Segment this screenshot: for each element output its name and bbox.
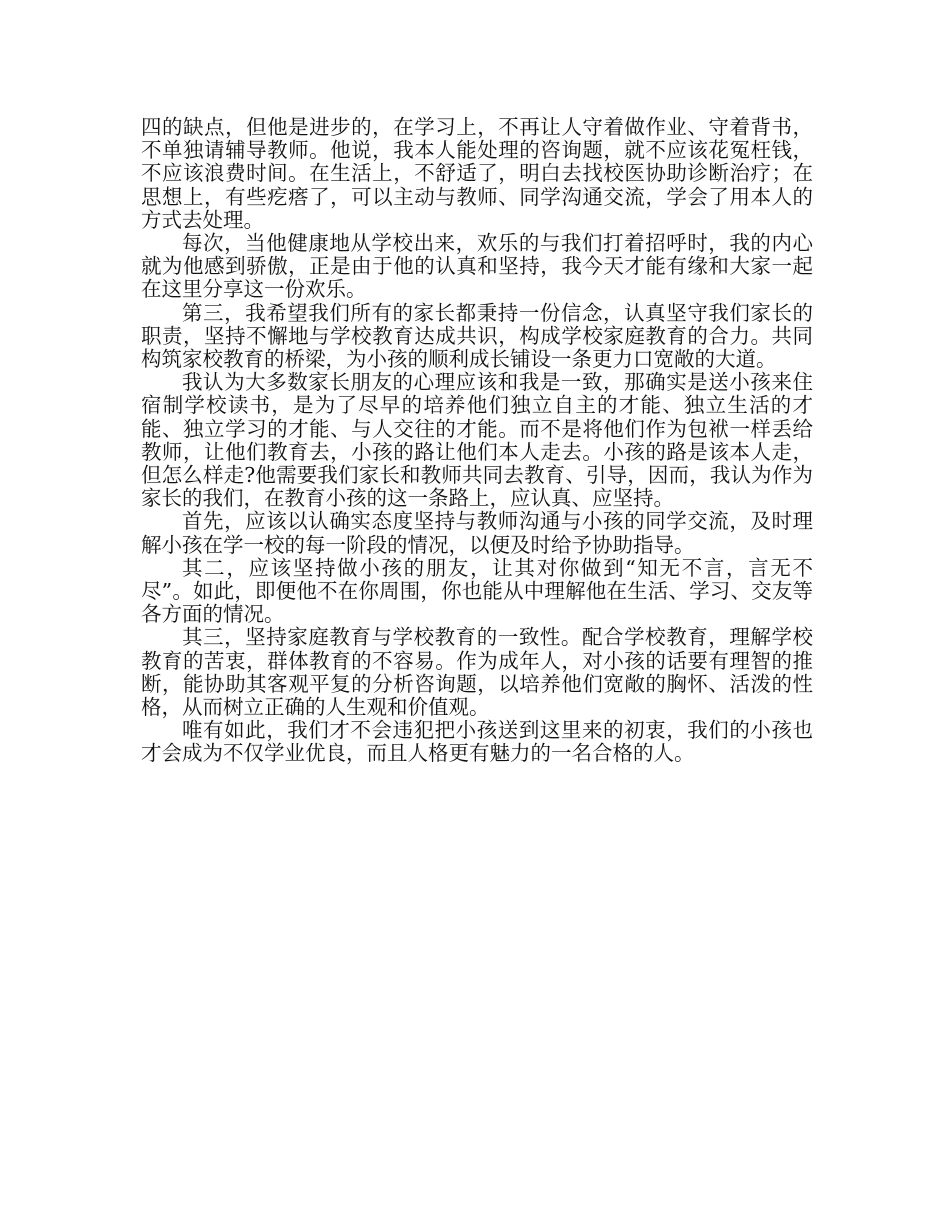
paragraph-6: 其二，应该坚持做小孩的朋友，让其对你做到“知无不言，言无不尽”。如此，即便他不在你周围，你也能从中理解他在生活、学习、交友等各方面的情况。 — [141, 555, 813, 627]
paragraph-1: 四的缺点，但他是进步的，在学习上，不再让人守着做作业、守着背书，不单独请辅导教师。他说，我本人能处理的咨询题，就不应该花冤枉钱，不应该浪费时间。在生活上，不舒适了，明白去找校医协助诊断治疗；在思想上，有些疙瘩了，可以主动与教师、同学沟通交流，学会了用本人的方式去处理。 — [141, 115, 813, 232]
paragraph-8: 唯有如此，我们才不会违犯把小孩送到这里来的初衷，我们的小孩也才会成为不仅学业优良，而且人格更有魅力的一名合格的人。 — [141, 718, 813, 766]
paragraph-3: 第三，我希望我们所有的家长都秉持一份信念，认真坚守我们家长的职责，坚持不懈地与学校教育达成共识，构成学校家庭教育的合力。共同构筑家校教育的桥梁，为小孩的顺利成长铺设一条更力口宽敞的大道。 — [141, 300, 813, 372]
paragraph-5: 首先，应该以认确实态度坚持与教师沟通与小孩的同学交流，及时理解小孩在学一校的每一阶段的情况，以便及时给予协助指导。 — [141, 509, 813, 557]
document-body — [141, 116, 813, 766]
paragraph-2: 每次，当他健康地从学校出来，欢乐的与我们打着招呼时，我的内心就为他感到骄傲，正是由于他的认真和坚持，我今天才能有缘和大家一起在这里分享这一份欢乐。 — [141, 231, 813, 302]
paragraph-4: 我认为大多数家长朋友的心理应该和我是一致，那确实是送小孩来住宿制学校读书，是为了尽早的培养他们独立自主的才能、独立生活的才能、独立学习的才能、与人交往的才能。而不是将他们作为包袱一样丢给教师，让他们教育去，小孩的路让他们本人走去。小孩的路是该本人走，但怎么样走?他需要我们家长和教师共同去教育、引导，因而，我认为作为家长的我们，在教育小孩的这一条路上，应认真、应坚持。 — [141, 370, 813, 511]
paragraph-7: 其三，坚持家庭教育与学校教育的一致性。配合学校教育，理解学校教育的苦衷，群体教育的不容易。作为成年人，对小孩的话要有理智的推断，能协助其客观平复的分析咨询题，以培养他们宽敞的胸怀、活泼的性格，从而树立正确的人生观和价值观。 — [141, 625, 813, 720]
